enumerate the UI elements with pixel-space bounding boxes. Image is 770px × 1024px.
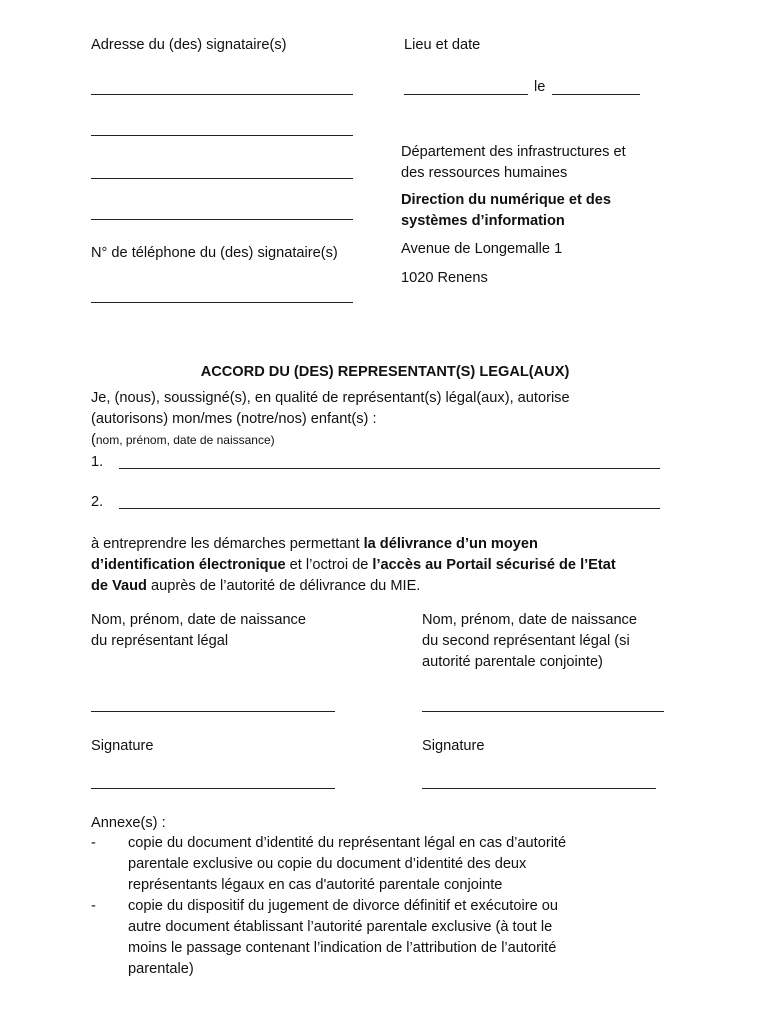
document-title: ACCORD DU (DES) REPRESENTANT(S) LEGAL(AUX) bbox=[200, 363, 570, 380]
intro-line-2: (autorisons) mon/mes (notre/nos) enfant(s) : bbox=[91, 411, 377, 427]
address-line-2 bbox=[91, 135, 353, 136]
phone-line bbox=[91, 302, 353, 303]
recipient-department-line-2: des ressources humaines bbox=[401, 165, 568, 181]
annex-item-1-bullet: - bbox=[91, 835, 96, 851]
child-item-2-number: 2. bbox=[91, 494, 104, 510]
date-line bbox=[552, 94, 640, 95]
rep2-label-line-2: du second représentant légal (si bbox=[422, 633, 630, 649]
rep2-signature-line bbox=[422, 788, 656, 789]
purpose-l2-b: et l’octroi de bbox=[285, 557, 373, 573]
children-hint-paren: ( bbox=[91, 432, 96, 448]
annex-item-2-line-1: copie du dispositif du jugement de divorce définitif et exécutoire ou bbox=[128, 898, 558, 914]
recipient-city: 1020 Renens bbox=[401, 270, 488, 286]
rep1-signature-line bbox=[91, 788, 335, 789]
rep1-name-line bbox=[91, 711, 335, 712]
child-item-1-number: 1. bbox=[91, 454, 104, 470]
purpose-line-3 bbox=[91, 579, 420, 594]
annex-item-2-line-3: moins le passage contenant l’indication de l’attribution de l’autorité bbox=[128, 940, 557, 956]
purpose-line-2 bbox=[91, 558, 616, 573]
phone-label: N° de téléphone du (des) signataire(s) bbox=[91, 245, 338, 261]
purpose-l3-a: de Vaud bbox=[91, 578, 147, 594]
address-line-3 bbox=[91, 178, 353, 179]
purpose-l1-a: à entreprendre les démarches permettant bbox=[91, 536, 364, 552]
recipient-street: Avenue de Longemalle 1 bbox=[401, 241, 563, 257]
place-date-label: Lieu et date bbox=[404, 37, 481, 53]
annex-item-2-bullet: - bbox=[91, 898, 96, 914]
rep1-signature-label: Signature bbox=[91, 738, 154, 754]
child-item-2-line bbox=[119, 508, 660, 509]
intro-line-1: Je, (nous), soussigné(s), en qualité de représentant(s) légal(aux), autorise bbox=[91, 390, 570, 406]
purpose-line-1 bbox=[91, 537, 538, 552]
purpose-l2-a: d’identification électronique bbox=[91, 557, 286, 573]
children-hint bbox=[91, 433, 275, 448]
rep2-name-line bbox=[422, 711, 664, 712]
le-word: le bbox=[534, 79, 546, 95]
recipient-direction-line-1: Direction du numérique et des bbox=[401, 192, 612, 208]
children-hint-text: nom, prénom, date de naissance) bbox=[95, 433, 275, 447]
child-item-1-line bbox=[119, 468, 660, 469]
address-line-1 bbox=[91, 94, 353, 95]
annex-item-1-line-1: copie du document d’identité du représentant légal en cas d’autorité bbox=[128, 835, 567, 851]
annex-item-1-line-2: parentale exclusive ou copie du document d’identité des deux bbox=[128, 856, 527, 872]
recipient-direction-line-2: systèmes d’information bbox=[401, 213, 565, 229]
annex-item-1-line-3: représentants légaux en cas d'autorité parentale conjointe bbox=[128, 877, 503, 893]
rep2-label-line-1: Nom, prénom, date de naissance bbox=[422, 612, 637, 628]
purpose-l2-c: l’accès au Portail sécurisé de l’Etat bbox=[372, 557, 616, 573]
rep2-signature-label: Signature bbox=[422, 738, 485, 754]
rep1-label-line-1: Nom, prénom, date de naissance bbox=[91, 612, 306, 628]
recipient-department-line-1: Département des infrastructures et bbox=[401, 144, 626, 160]
purpose-l1-b: la délivrance d’un moyen bbox=[363, 536, 538, 552]
rep2-label-line-3: autorité parentale conjointe) bbox=[422, 654, 603, 670]
purpose-l3-b: auprès de l’autorité de délivrance du MIE. bbox=[146, 578, 421, 594]
address-line-4 bbox=[91, 219, 353, 220]
annex-title: Annexe(s) : bbox=[91, 815, 166, 831]
address-label: Adresse du (des) signataire(s) bbox=[91, 37, 287, 53]
rep1-label-line-2: du représentant légal bbox=[91, 633, 229, 649]
annex-item-2-line-2: autre document établissant l’autorité parentale exclusive (à tout le bbox=[128, 919, 553, 935]
annex-item-2-line-4: parentale) bbox=[128, 961, 194, 977]
place-line bbox=[404, 94, 528, 95]
